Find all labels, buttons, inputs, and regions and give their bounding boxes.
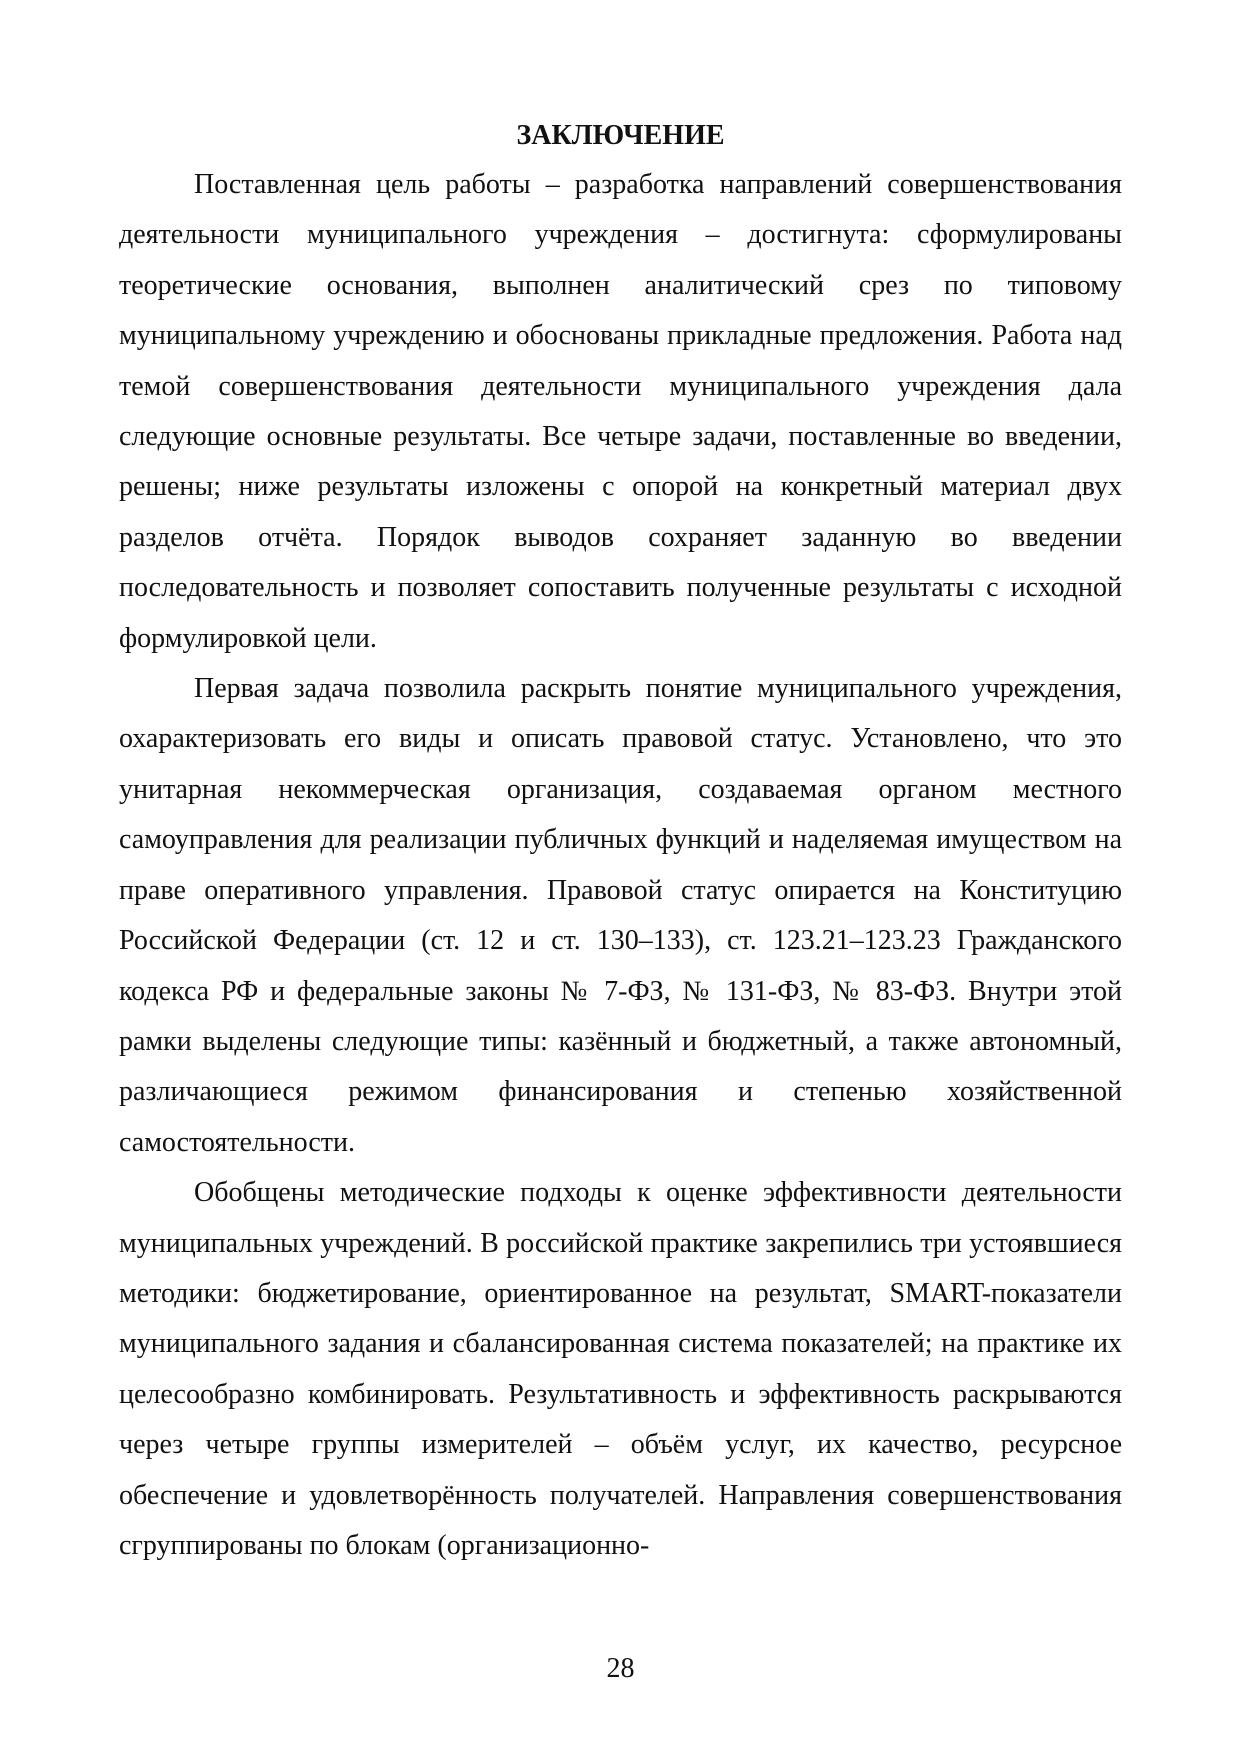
page-number: 28	[606, 1653, 635, 1684]
section-heading: ЗАКЛЮЧЕНИЕ	[516, 120, 725, 151]
paragraph-2: Первая задача позволила раскрыть понятие муниципального учреждения, охарактеризовать его виды и описать правовой статус. Установлено, что это унитарная некоммерческая организация, создаваемая органом местного самоуправления для реализации публичных функций и наделяемая имуществом на праве оперативного управления. Правовой статус опирается на Конституцию Российской Федерации (ст. 12 и ст. 130–133), ст. 123.21–123.23 Гражданского кодекса РФ и федеральные законы № 7-ФЗ, № 131-ФЗ, № 83-ФЗ. Внутри этой рамки выделены следующие типы: казённый и бюджетный, а также автономный, различающиеся режимом финансирования и степенью хозяйственной самостоятельности.	[119, 673, 1122, 1158]
paragraph-3: Обобщены методические подходы к оценке эффективности деятельности муниципальных учреждений. В российской практике закрепились три устоявшиеся методики: бюджетирование, ориентированное на результат, SMART-показатели муниципального задания и сбалансированная система показателей; на практике их целесообразно комбинировать. Результативность и эффективность раскрываются через четыре группы измерителей – объём услуг, их качество, ресурсное обеспечение и удовлетворённость получателей. Направления совершенствования сгруппированы по блокам (организационно-	[119, 1177, 1122, 1561]
body-text	[119, 160, 1122, 1571]
paragraph-1: Поставленная цель работы – разработка направлений совершенствования деятельности муниципального учреждения – достигнута: сформулированы теоретические основания, выполнен аналитический срез по типовому муниципальному учреждению и обоснованы прикладные предложения. Работа над темой совершенствования деятельности муниципального учреждения дала следующие основные результаты. Все четыре задачи, поставленные во введении, решены; ниже результаты изложены с опорой на конкретный материал двух разделов отчёта. Порядок выводов сохраняет заданную во введении последовательность и позволяет сопоставить полученные результаты с исходной формулировкой цели.	[119, 169, 1122, 654]
